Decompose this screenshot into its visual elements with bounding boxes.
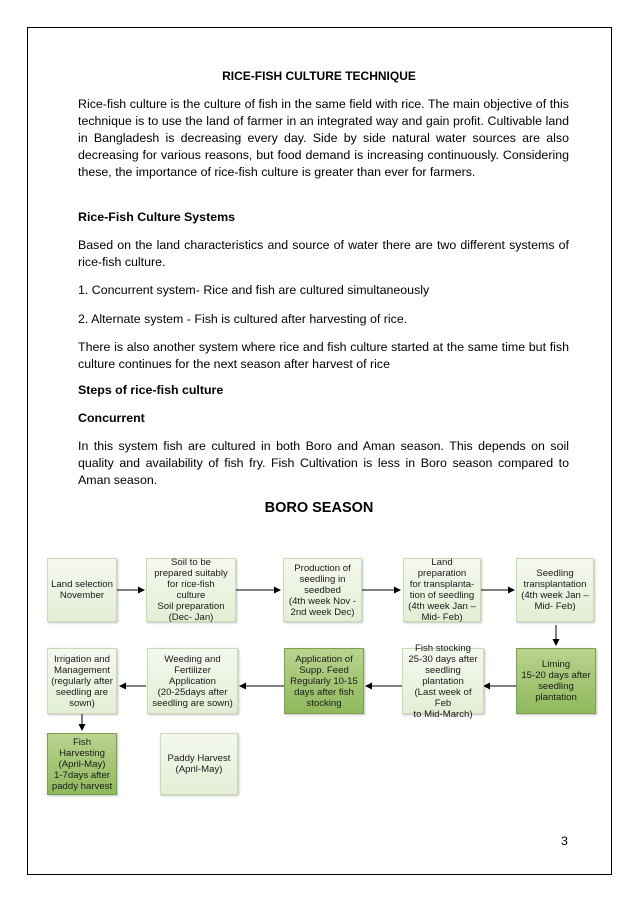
page-title: RICE-FISH CULTURE TECHNIQUE — [222, 69, 416, 83]
systems-paragraph: Based on the land characteristics and source of water there are two different systems of rice-fish culture. — [78, 238, 569, 269]
step-seedling-production: Production of seedling in seedbed (4th week Nov - 2nd week Dec) — [283, 558, 362, 622]
step-land-selection: Land selection November — [47, 558, 117, 622]
steps-heading: Steps of rice-fish culture — [78, 383, 224, 397]
systems-heading: Rice-Fish Culture Systems — [78, 210, 235, 224]
step-irrigation: Irrigation and Management (regularly after seedling are sown) — [47, 648, 117, 714]
step-paddy-harvest: Paddy Harvest (April-May) — [160, 733, 238, 795]
step-fish-stocking: Fish stocking 25-30 days after seedling plantation (Last week of Feb to Mid-March) — [402, 648, 484, 714]
step-weeding-fertilizer: Weeding and Fertilizer Application (20-25days after seedling are sown) — [147, 648, 238, 714]
system-item-2: 2. Alternate system - Fish is cultured after harvesting of rice. — [78, 312, 408, 326]
concurrent-paragraph: In this system fish are cultured in both Boro and Aman season. This depends on soil quality and availability of fish fry. Fish Cultivation is less in Boro season compared to Aman season. — [78, 439, 569, 487]
step-land-preparation: Land preparation for transplanta- tion of seedling (4th week Jan – Mid- Feb) — [403, 558, 481, 622]
another-system-paragraph: There is also another system where rice and fish culture started at the same time but fish culture continues for the next season after harvest of rice — [78, 340, 569, 371]
step-seedling-transplantation: Seedling transplantation (4th week Jan – Mid- Feb) — [516, 558, 594, 622]
system-item-1: 1. Concurrent system- Rice and fish are cultured simultaneously — [78, 283, 430, 297]
step-soil-preparation: Soil to be prepared suitably for rice-fish culture Soil preparation (Dec- Jan) — [146, 558, 236, 622]
step-fish-harvesting: Fish Harvesting (April-May) 1-7days after paddy harvest — [47, 733, 117, 795]
intro-paragraph: Rice-fish culture is the culture of fish in the same field with rice. The main objective of this technique is to use the land of farmer in an integrated way and gain profit. Cultivable land in Bangladesh is decreasing every day. Side by side natural water sources are also decreasing for various reasons, but food demand is increasing continuously. Considering these, the importance of rice-fish culture is greater than ever for farmers. — [78, 97, 569, 179]
page-number: 3 — [561, 834, 568, 848]
boro-season-heading: BORO SEASON — [264, 500, 374, 516]
step-liming: Liming 15-20 days after seedling plantation — [516, 648, 596, 714]
concurrent-heading: Concurrent — [78, 411, 145, 425]
step-supp-feed: Application of Supp. Feed Regularly 10-15 days after fish stocking — [284, 648, 364, 714]
